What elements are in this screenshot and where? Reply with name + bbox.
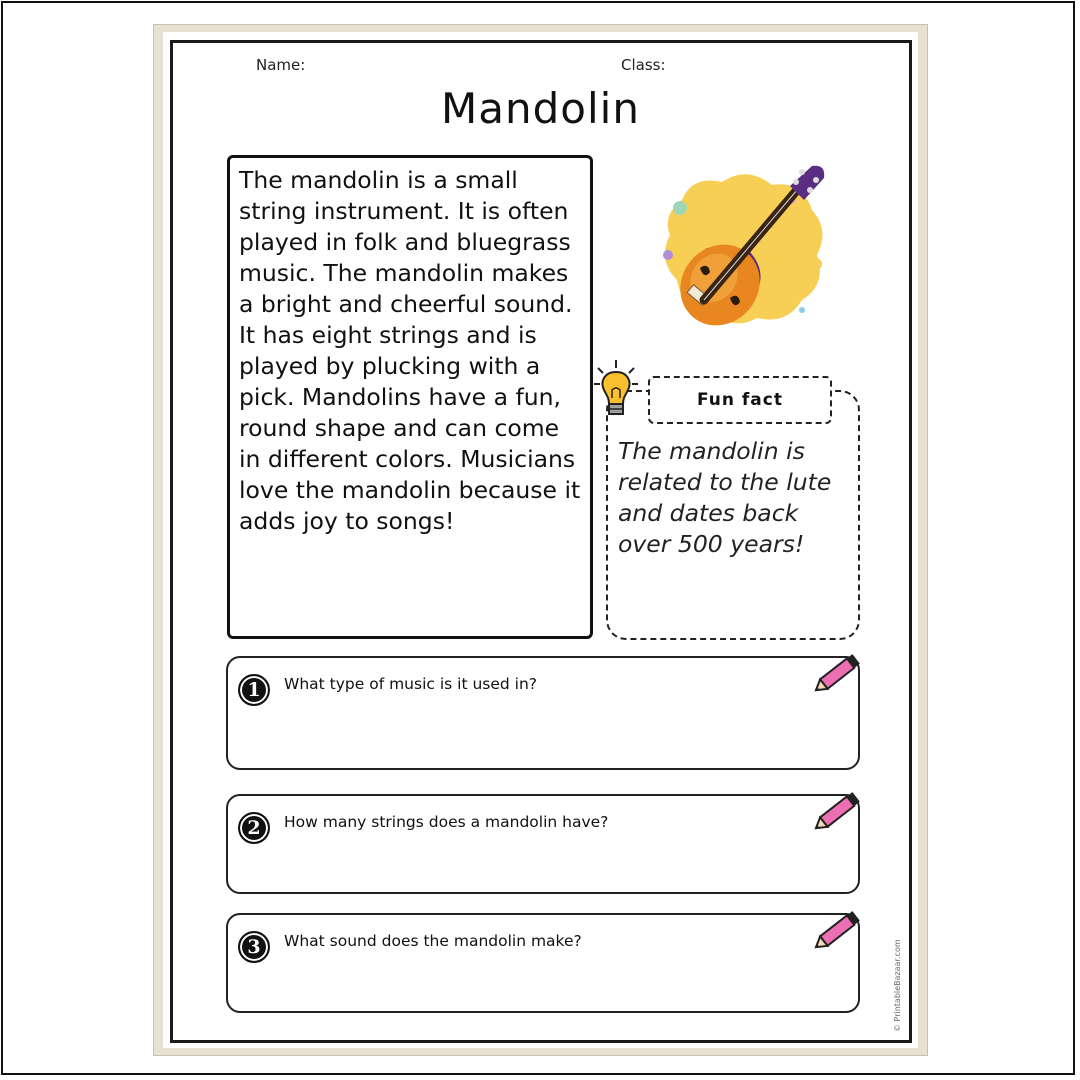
pencil-icon	[810, 650, 866, 696]
name-label: Name:	[256, 56, 306, 74]
lightbulb-icon	[592, 358, 640, 420]
page-title: Mandolin	[441, 84, 640, 133]
mandolin-illustration	[652, 160, 834, 336]
question-box-1[interactable]	[226, 656, 860, 770]
fun-fact-text: The mandolin is related to the lute and dates back over 500 years!	[618, 437, 832, 558]
class-label: Class:	[621, 56, 666, 74]
pencil-icon	[810, 907, 866, 953]
fun-fact-label: Fun fact	[648, 376, 832, 424]
question-box-3[interactable]	[226, 913, 860, 1013]
question-number-3: 3	[238, 931, 270, 963]
copyright-notice: © PrintableBazaar.com	[893, 939, 902, 1032]
question-text-1: What type of music is it used in?	[284, 675, 538, 693]
question-number-1: 1	[238, 674, 270, 706]
question-text-2: How many strings does a mandolin have?	[284, 813, 609, 831]
question-box-2[interactable]	[226, 794, 860, 894]
reading-passage: The mandolin is a small string instrument. It is often played in folk and bluegrass music. The mandolin makes a bright and cheerful sound. It has eight strings and is played by plucking with a pick. Mandolins have a fun, round shape and can come in different colors. Musicians love the mandolin because it adds joy to songs!	[239, 166, 581, 535]
reading-passage-box	[227, 155, 593, 639]
question-number-2: 2	[238, 812, 270, 844]
pencil-icon	[810, 788, 866, 834]
question-text-3: What sound does the mandolin make?	[284, 932, 582, 950]
